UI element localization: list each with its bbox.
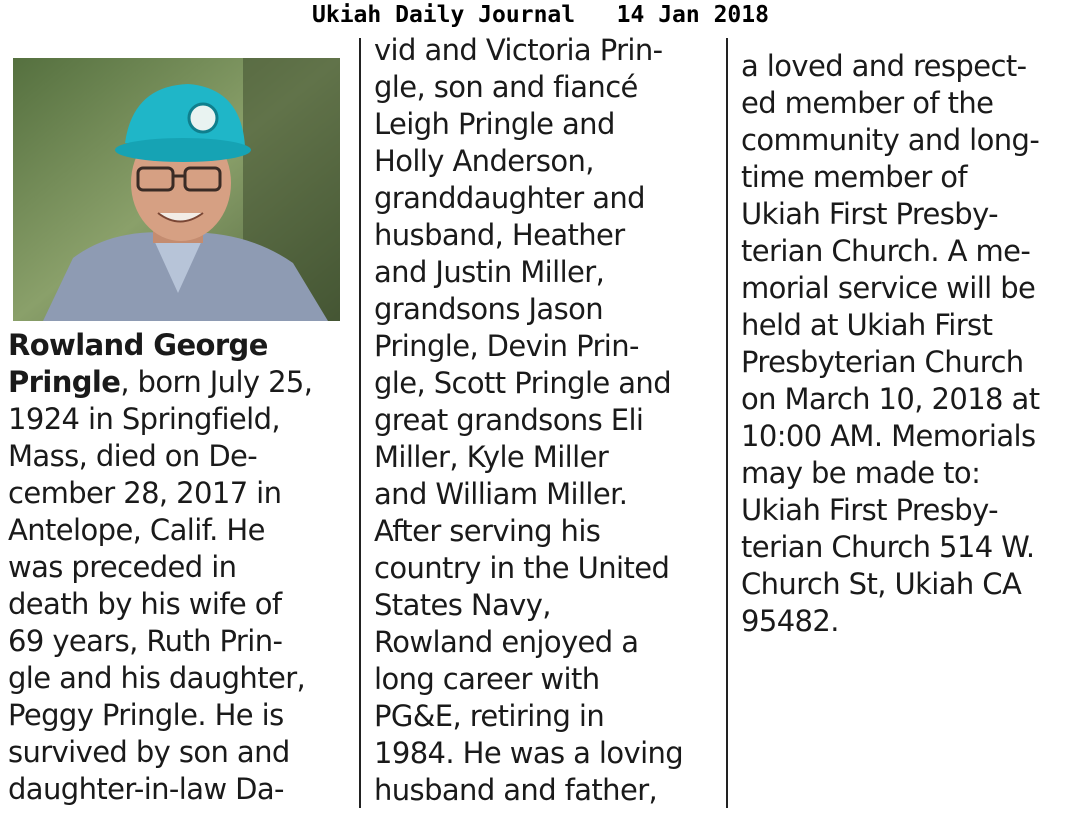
- text-line: 10:00 AM. Memorials: [741, 419, 1036, 453]
- obituary-column-3: [741, 48, 1076, 640]
- text-line: time member of: [741, 160, 968, 194]
- column-divider: [726, 38, 728, 808]
- text-line: Leigh Pringle and: [374, 107, 615, 141]
- obituary-column-1: [8, 327, 353, 808]
- text-line: 95482.: [741, 604, 839, 638]
- text-line: granddaughter and: [374, 181, 645, 215]
- portrait-photo: [13, 58, 340, 321]
- text-line: community and long-: [741, 123, 1040, 157]
- text-line: and William Miller.: [374, 477, 628, 511]
- text-line: may be made to:: [741, 456, 981, 490]
- text-line: gle and his daughter,: [8, 661, 306, 695]
- text-line: Rowland enjoyed a: [374, 625, 639, 659]
- text-line: gle, Scott Pringle and: [374, 366, 672, 400]
- text-line: country in the United: [374, 551, 670, 585]
- text-line: gle, son and fiancé: [374, 70, 638, 104]
- text-line-content: , born July 25,: [120, 365, 313, 399]
- text-line: After serving his: [374, 514, 601, 548]
- text-line: great grandsons Eli: [374, 403, 644, 437]
- text-line: held at Ukiah First: [741, 308, 993, 342]
- column-divider: [359, 38, 361, 808]
- text-line: Ukiah First Presby-: [741, 197, 999, 231]
- deceased-name-line-1: Rowland George: [8, 328, 268, 362]
- text-line: grandsons Jason: [374, 292, 604, 326]
- text-line: morial service will be: [741, 271, 1036, 305]
- text-line: vid and Victoria Prin-: [374, 33, 663, 67]
- text-line: Presbyterian Church: [741, 345, 1024, 379]
- text-line: Ukiah First Presby-: [741, 493, 999, 527]
- text-line: husband and father,: [374, 773, 658, 807]
- text-line: Miller, Kyle Miller: [374, 440, 609, 474]
- text-line: Antelope, Calif. He: [8, 513, 265, 547]
- text-line: ed member of the: [741, 86, 994, 120]
- obituary-column-2: [374, 32, 719, 809]
- text-line: daughter-in-law Da-: [8, 772, 284, 806]
- text-line: States Navy,: [374, 588, 551, 622]
- text-line: Holly Anderson,: [374, 144, 594, 178]
- text-line: survived by son and: [8, 735, 290, 769]
- text-line: terian Church 514 W.: [741, 530, 1035, 564]
- text-line: [8, 364, 353, 401]
- text-line: Peggy Pringle. He is: [8, 698, 284, 732]
- text-line: Pringle, Devin Prin-: [374, 329, 639, 363]
- deceased-name-line-2: Pringle: [8, 365, 121, 399]
- text-line: 69 years, Ruth Prin-: [8, 624, 283, 658]
- text-line: and Justin Miller,: [374, 255, 605, 289]
- text-line: was preceded in: [8, 550, 237, 584]
- text-line: on March 10, 2018 at: [741, 382, 1040, 416]
- text-line: Church St, Ukiah CA: [741, 567, 1022, 601]
- text-line: 1984. He was a loving: [374, 736, 684, 770]
- portrait-illustration: [13, 58, 340, 321]
- text-line: death by his wife of: [8, 587, 282, 621]
- newspaper-header: Ukiah Daily Journal 14 Jan 2018: [312, 2, 769, 28]
- text-line: 1924 in Springfield,: [8, 402, 281, 436]
- text-line: a loved and respect-: [741, 49, 1027, 83]
- text-line: cember 28, 2017 in: [8, 476, 282, 510]
- text-line: terian Church. A me-: [741, 234, 1031, 268]
- text-line: husband, Heather: [374, 218, 625, 252]
- text-line: long career with: [374, 662, 600, 696]
- text-line: Mass, died on De-: [8, 439, 258, 473]
- text-line: PG&E, retiring in: [374, 699, 605, 733]
